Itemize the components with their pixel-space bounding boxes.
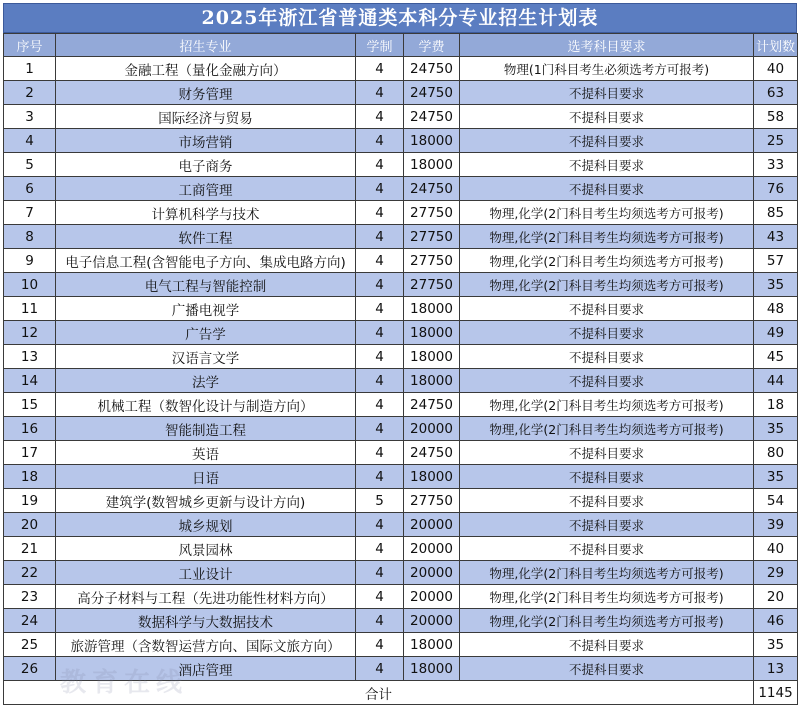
cell-fee: 20000 xyxy=(404,513,460,537)
cell-years: 4 xyxy=(356,273,404,297)
cell-major: 旅游管理（含数智运营方向、国际文旅方向） xyxy=(56,633,356,657)
cell-years: 5 xyxy=(356,489,404,513)
cell-no: 3 xyxy=(4,105,56,129)
cell-fee: 27750 xyxy=(404,273,460,297)
table-row xyxy=(4,249,798,273)
cell-major: 软件工程 xyxy=(56,225,356,249)
table-row xyxy=(4,369,798,393)
cell-fee: 18000 xyxy=(404,465,460,489)
cell-years: 4 xyxy=(356,513,404,537)
cell-requirement: 物理,化学(2门科目考生均须选考方可报考) xyxy=(460,393,754,417)
cell-years: 4 xyxy=(356,369,404,393)
cell-requirement: 不提科目要求 xyxy=(460,465,754,489)
cell-plan: 40 xyxy=(754,537,798,561)
cell-major: 电气工程与智能控制 xyxy=(56,273,356,297)
cell-plan: 20 xyxy=(754,585,798,609)
table-row xyxy=(4,201,798,225)
cell-years: 4 xyxy=(356,57,404,81)
cell-major: 广播电视学 xyxy=(56,297,356,321)
cell-fee: 24750 xyxy=(404,441,460,465)
cell-requirement: 不提科目要求 xyxy=(460,513,754,537)
cell-major: 财务管理 xyxy=(56,81,356,105)
cell-major: 工业设计 xyxy=(56,561,356,585)
header-fee: 学费 xyxy=(404,34,460,57)
cell-years: 4 xyxy=(356,153,404,177)
cell-no: 26 xyxy=(4,657,56,681)
cell-requirement: 不提科目要求 xyxy=(460,345,754,369)
cell-major: 智能制造工程 xyxy=(56,417,356,441)
cell-no: 9 xyxy=(4,249,56,273)
cell-requirement: 不提科目要求 xyxy=(460,657,754,681)
cell-major: 机械工程（数智化设计与制造方向） xyxy=(56,393,356,417)
cell-fee: 18000 xyxy=(404,153,460,177)
cell-years: 4 xyxy=(356,393,404,417)
cell-fee: 27750 xyxy=(404,225,460,249)
cell-fee: 20000 xyxy=(404,585,460,609)
table-row xyxy=(4,633,798,657)
table-row xyxy=(4,561,798,585)
cell-major: 工商管理 xyxy=(56,177,356,201)
cell-major: 城乡规划 xyxy=(56,513,356,537)
table-row xyxy=(4,129,798,153)
table-body xyxy=(4,57,798,681)
cell-no: 8 xyxy=(4,225,56,249)
cell-fee: 18000 xyxy=(404,633,460,657)
cell-plan: 43 xyxy=(754,225,798,249)
cell-no: 15 xyxy=(4,393,56,417)
table-row xyxy=(4,345,798,369)
header-plan: 计划数 xyxy=(754,34,798,57)
cell-plan: 48 xyxy=(754,297,798,321)
table-row xyxy=(4,489,798,513)
cell-no: 22 xyxy=(4,561,56,585)
cell-no: 2 xyxy=(4,81,56,105)
table-row xyxy=(4,297,798,321)
total-label: 合计 xyxy=(4,681,754,705)
table-row xyxy=(4,153,798,177)
cell-no: 6 xyxy=(4,177,56,201)
cell-fee: 20000 xyxy=(404,609,460,633)
table-row xyxy=(4,57,798,81)
cell-no: 11 xyxy=(4,297,56,321)
cell-major: 电子商务 xyxy=(56,153,356,177)
cell-requirement: 物理,化学(2门科目考生均须选考方可报考) xyxy=(460,561,754,585)
cell-plan: 33 xyxy=(754,153,798,177)
table-header-row xyxy=(4,34,798,57)
cell-plan: 35 xyxy=(754,273,798,297)
cell-fee: 27750 xyxy=(404,201,460,225)
cell-plan: 45 xyxy=(754,345,798,369)
total-value: 1145 xyxy=(754,681,798,705)
table-row xyxy=(4,585,798,609)
cell-years: 4 xyxy=(356,657,404,681)
cell-plan: 85 xyxy=(754,201,798,225)
cell-fee: 24750 xyxy=(404,177,460,201)
total-row xyxy=(4,681,798,705)
cell-plan: 46 xyxy=(754,609,798,633)
cell-fee: 18000 xyxy=(404,129,460,153)
cell-no: 19 xyxy=(4,489,56,513)
cell-years: 4 xyxy=(356,81,404,105)
cell-no: 21 xyxy=(4,537,56,561)
table-row xyxy=(4,393,798,417)
cell-requirement: 不提科目要求 xyxy=(460,537,754,561)
cell-requirement: 不提科目要求 xyxy=(460,105,754,129)
cell-years: 4 xyxy=(356,609,404,633)
cell-years: 4 xyxy=(356,201,404,225)
cell-fee: 24750 xyxy=(404,81,460,105)
cell-major: 英语 xyxy=(56,441,356,465)
cell-no: 1 xyxy=(4,57,56,81)
cell-requirement: 不提科目要求 xyxy=(460,177,754,201)
table-row xyxy=(4,321,798,345)
cell-major: 汉语言文学 xyxy=(56,345,356,369)
cell-major: 市场营销 xyxy=(56,129,356,153)
cell-plan: 35 xyxy=(754,465,798,489)
table-row xyxy=(4,513,798,537)
cell-years: 4 xyxy=(356,441,404,465)
cell-no: 13 xyxy=(4,345,56,369)
table-row xyxy=(4,609,798,633)
cell-major: 建筑学(数智城乡更新与设计方向) xyxy=(56,489,356,513)
cell-plan: 58 xyxy=(754,105,798,129)
table-row xyxy=(4,105,798,129)
cell-years: 4 xyxy=(356,561,404,585)
cell-years: 4 xyxy=(356,129,404,153)
cell-fee: 24750 xyxy=(404,393,460,417)
cell-plan: 13 xyxy=(754,657,798,681)
cell-plan: 25 xyxy=(754,129,798,153)
cell-requirement: 不提科目要求 xyxy=(460,489,754,513)
cell-fee: 18000 xyxy=(404,321,460,345)
cell-requirement: 物理,化学(2门科目考生均须选考方可报考) xyxy=(460,273,754,297)
table-row xyxy=(4,273,798,297)
cell-requirement: 物理(1门科目考生必须选考方可报考) xyxy=(460,57,754,81)
cell-major: 数据科学与大数据技术 xyxy=(56,609,356,633)
cell-plan: 57 xyxy=(754,249,798,273)
header-requirement: 选考科目要求 xyxy=(460,34,754,57)
cell-years: 4 xyxy=(356,249,404,273)
cell-years: 4 xyxy=(356,465,404,489)
cell-fee: 20000 xyxy=(404,417,460,441)
table-row xyxy=(4,225,798,249)
cell-major: 计算机科学与技术 xyxy=(56,201,356,225)
cell-requirement: 不提科目要求 xyxy=(460,633,754,657)
cell-no: 20 xyxy=(4,513,56,537)
cell-requirement: 物理,化学(2门科目考生均须选考方可报考) xyxy=(460,609,754,633)
cell-years: 4 xyxy=(356,585,404,609)
cell-no: 5 xyxy=(4,153,56,177)
header-no: 序号 xyxy=(4,34,56,57)
cell-requirement: 不提科目要求 xyxy=(460,81,754,105)
cell-major: 法学 xyxy=(56,369,356,393)
cell-no: 23 xyxy=(4,585,56,609)
cell-plan: 18 xyxy=(754,393,798,417)
cell-no: 10 xyxy=(4,273,56,297)
cell-fee: 20000 xyxy=(404,537,460,561)
cell-fee: 27750 xyxy=(404,489,460,513)
header-years: 学制 xyxy=(356,34,404,57)
table-row xyxy=(4,177,798,201)
table-row xyxy=(4,465,798,489)
cell-plan: 80 xyxy=(754,441,798,465)
cell-no: 4 xyxy=(4,129,56,153)
cell-fee: 18000 xyxy=(404,345,460,369)
cell-years: 4 xyxy=(356,537,404,561)
cell-requirement: 不提科目要求 xyxy=(460,153,754,177)
cell-years: 4 xyxy=(356,177,404,201)
cell-no: 17 xyxy=(4,441,56,465)
table-row xyxy=(4,81,798,105)
cell-major: 风景园林 xyxy=(56,537,356,561)
cell-years: 4 xyxy=(356,417,404,441)
cell-major: 电子信息工程(含智能电子方向、集成电路方向) xyxy=(56,249,356,273)
cell-major: 酒店管理 xyxy=(56,657,356,681)
cell-no: 12 xyxy=(4,321,56,345)
cell-fee: 27750 xyxy=(404,249,460,273)
cell-requirement: 不提科目要求 xyxy=(460,321,754,345)
cell-fee: 24750 xyxy=(404,57,460,81)
cell-major: 国际经济与贸易 xyxy=(56,105,356,129)
cell-fee: 20000 xyxy=(404,561,460,585)
cell-no: 7 xyxy=(4,201,56,225)
cell-years: 4 xyxy=(356,297,404,321)
cell-plan: 54 xyxy=(754,489,798,513)
cell-years: 4 xyxy=(356,345,404,369)
cell-no: 16 xyxy=(4,417,56,441)
cell-no: 18 xyxy=(4,465,56,489)
cell-major: 金融工程（量化金融方向） xyxy=(56,57,356,81)
cell-plan: 44 xyxy=(754,369,798,393)
cell-no: 24 xyxy=(4,609,56,633)
cell-requirement: 不提科目要求 xyxy=(460,297,754,321)
cell-plan: 39 xyxy=(754,513,798,537)
cell-requirement: 物理,化学(2门科目考生均须选考方可报考) xyxy=(460,249,754,273)
cell-requirement: 物理,化学(2门科目考生均须选考方可报考) xyxy=(460,225,754,249)
table-row xyxy=(4,417,798,441)
plan-table-container xyxy=(3,3,797,705)
table-row xyxy=(4,537,798,561)
cell-requirement: 物理,化学(2门科目考生均须选考方可报考) xyxy=(460,417,754,441)
cell-plan: 29 xyxy=(754,561,798,585)
table-row xyxy=(4,657,798,681)
table-row xyxy=(4,441,798,465)
cell-requirement: 物理,化学(2门科目考生均须选考方可报考) xyxy=(460,201,754,225)
cell-years: 4 xyxy=(356,321,404,345)
cell-requirement: 不提科目要求 xyxy=(460,369,754,393)
cell-years: 4 xyxy=(356,105,404,129)
cell-plan: 35 xyxy=(754,633,798,657)
cell-plan: 63 xyxy=(754,81,798,105)
cell-requirement: 物理,化学(2门科目考生均须选考方可报考) xyxy=(460,585,754,609)
cell-no: 14 xyxy=(4,369,56,393)
cell-major: 高分子材料与工程（先进功能性材料方向） xyxy=(56,585,356,609)
cell-requirement: 不提科目要求 xyxy=(460,129,754,153)
cell-years: 4 xyxy=(356,225,404,249)
table-title: 2025年浙江省普通类本科分专业招生计划表 xyxy=(3,3,797,33)
cell-major: 日语 xyxy=(56,465,356,489)
cell-years: 4 xyxy=(356,633,404,657)
cell-fee: 18000 xyxy=(404,297,460,321)
cell-major: 广告学 xyxy=(56,321,356,345)
cell-fee: 24750 xyxy=(404,105,460,129)
cell-plan: 76 xyxy=(754,177,798,201)
cell-plan: 40 xyxy=(754,57,798,81)
cell-plan: 35 xyxy=(754,417,798,441)
cell-no: 25 xyxy=(4,633,56,657)
header-major: 招生专业 xyxy=(56,34,356,57)
cell-plan: 49 xyxy=(754,321,798,345)
cell-requirement: 不提科目要求 xyxy=(460,441,754,465)
cell-fee: 18000 xyxy=(404,657,460,681)
cell-fee: 18000 xyxy=(404,369,460,393)
enrollment-plan-table xyxy=(3,33,798,705)
